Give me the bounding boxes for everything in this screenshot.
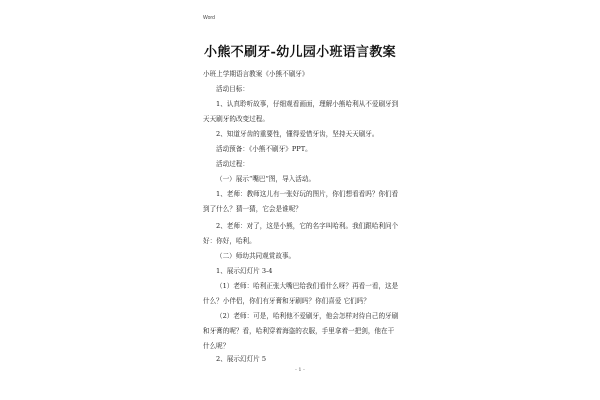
body-line: （1）老师：哈利正张大嘴巴给我们看什么呀？再看一看，这是 <box>216 282 399 290</box>
body-line: 到了什么？猜一猜，它会是谁呢？ <box>203 205 302 213</box>
body-line: （一）展示“嘴巴”图，导入活动。 <box>216 175 316 183</box>
page-number: - 1 - <box>295 367 305 373</box>
body-line: 2、展示幻灯片 5 <box>216 355 267 363</box>
document-title: 小熊不刷牙-幼儿园小班语言教案 <box>204 45 396 60</box>
body-line: 1、展示幻灯片 3-4 <box>216 267 273 275</box>
body-line: 好：你好，哈利。 <box>203 237 256 245</box>
body-line: 天天刷牙的改变过程。 <box>203 115 269 123</box>
body-line: 1、老师：教师这儿有一张好玩的图片，你们想看看吗？你们看 <box>216 190 399 198</box>
body-line: 2、知道牙齿的重要性，懂得爱惜牙齿，坚持天天刷牙。 <box>216 130 379 138</box>
body-line: 活动过程： <box>216 160 249 168</box>
body-line: 1、认真聆听故事，仔细观看画面，理解小熊哈利从不爱刷牙到 <box>216 100 399 108</box>
body-line: 和牙膏的呢？看，哈利穿着海盗的衣服，手里拿着一把剑，他在干 <box>203 327 395 335</box>
app-label: Word <box>203 15 215 21</box>
body-line: 2、老师：对了，这是小熊，它的名字叫哈利。我们跟哈利问个 <box>216 222 399 230</box>
body-line: 小班上学期语言教案《小熊不刷牙》 <box>203 70 309 78</box>
body-line: 活动预备：《小熊不刷牙》PPT。 <box>216 145 312 153</box>
body-line: （二）师幼共同观赏故事。 <box>216 252 296 260</box>
body-line: 活动目标： <box>216 85 249 93</box>
body-line: （2）老师：可是，哈利他不爱刷牙，他会怎样对待自己的牙刷 <box>216 312 399 320</box>
body-line: 什么呢？ <box>203 342 230 350</box>
body-line: 什么？小伴侣，你们有牙膏和牙刷吗？你们喜爱 它们吗？ <box>203 297 370 305</box>
